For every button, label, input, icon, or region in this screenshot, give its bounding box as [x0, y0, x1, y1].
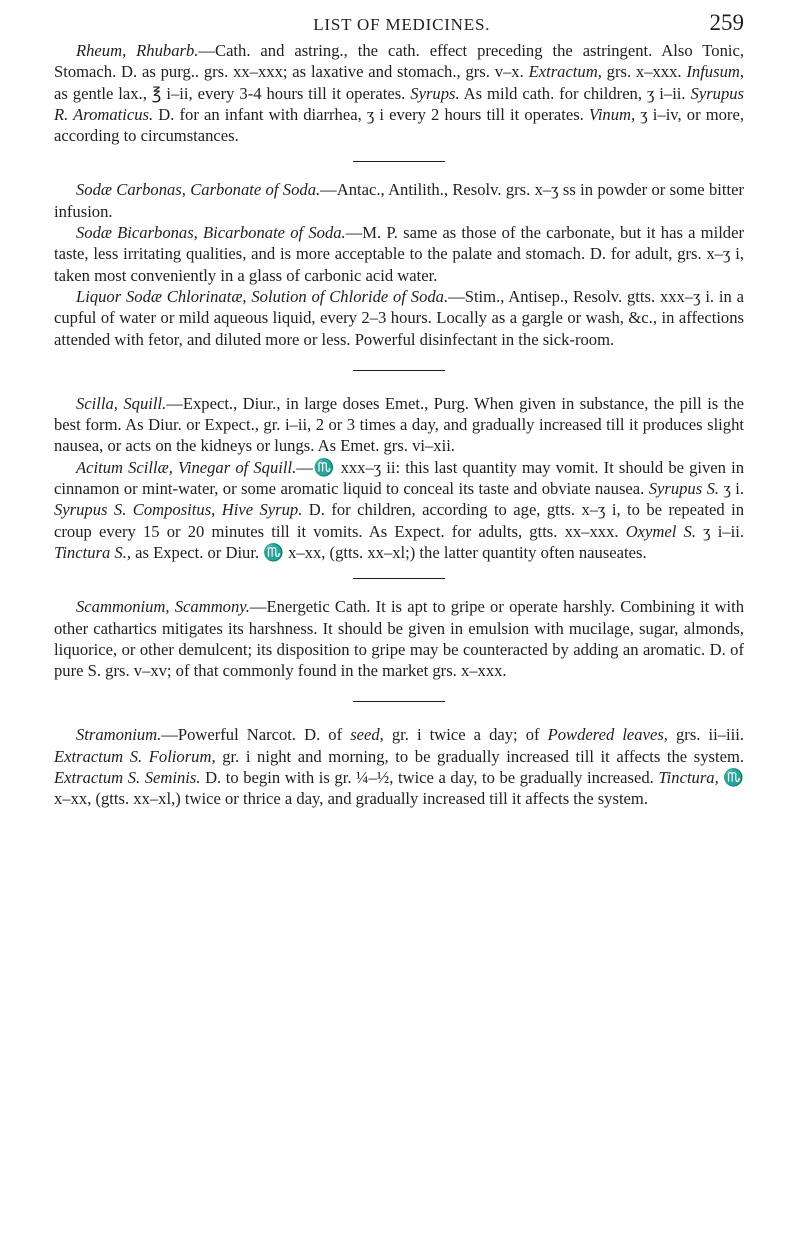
entry-paragraph: [54, 222, 744, 286]
body-text: gr. i twice a day; of: [383, 725, 548, 745]
entry-paragraph: [54, 724, 744, 809]
body-text: As mild cath. for children, ʒ i–ii.: [459, 83, 691, 103]
italic-term: Extractum S. Seminis.: [54, 768, 201, 788]
body-text: —♏ xxx–ʒ ii: this last quantity may vomit. It should be given in cinnamon or mint-water, or some aromatic liquid to conceal its taste and obviate nausea.: [54, 457, 745, 499]
entry-paragraph: [54, 179, 744, 222]
body-text: —M. P. same as those of the carbonate, but it has a milder taste, less irritating qualities, and is more acceptable to the palate and stomach. D. for adult, grs. x–ʒ i, taken most conveniently in a glass of carbonic acid water.: [54, 223, 745, 285]
entry-paragraph: [54, 393, 744, 457]
italic-term: Infusum,: [686, 62, 744, 82]
section-divider: [353, 370, 445, 371]
body-text: D. for an infant with diarrhea, ʒ i every 2 hours till it operates.: [153, 104, 589, 124]
body-text: grs. x–xxx.: [601, 62, 687, 82]
body-text: grs. ii–iii.: [667, 725, 744, 745]
body-text: —Powerful Narcot. D. of: [161, 725, 351, 745]
italic-term: Liquor Sodæ Chlorinatæ, Solution of Chloride of Soda.: [76, 286, 449, 306]
italic-term: Vinum,: [588, 104, 636, 124]
body-text: —Expect., Diur., in large doses Emet., Purg. When given in substance, the pill is the best form. As Diur. or Expect., gr. i–ii, 2 or 3 times a day, and gradually increased till it produces slight nausea, or acts on the kidneys or lungs. As Emet. grs. vi–xii.: [54, 393, 744, 456]
body-text: —Energetic Cath. It is apt to gripe or operate harshly. Combining it with other cathartics mitigates its harshness. It should be given in emulsion with mucilage, sugar, almonds, liquorice, or other demulcent; its disposition to gripe may be counteracted by adding an aromatic. D. of pure S. grs. v–xv; of that commonly found in the market grs. x–xxx.: [54, 597, 744, 681]
body-text: as Expect. or Diur. ♏ x–xx, (gtts. xx–xl;) the latter quantity often nauseates.: [131, 542, 647, 562]
body-text: gr. i night and morning, to be gradually increased till it affects the system.: [215, 746, 744, 766]
italic-term: Scammonium, Scammony.: [76, 597, 250, 617]
italic-term: Scilla, Squill.: [76, 393, 167, 413]
section-divider: [353, 578, 445, 579]
section-divider: [353, 701, 445, 702]
italic-term: Rheum, Rhubarb.: [76, 41, 199, 60]
entry-paragraph: [54, 40, 744, 146]
running-head: [54, 10, 744, 40]
italic-term: Acitum Scillæ, Vinegar of Squill.: [76, 457, 297, 477]
italic-term: Syrups.: [410, 83, 460, 103]
italic-term: Sodæ Carbonas, Carbonate of Soda.: [76, 180, 321, 200]
entry-paragraph: [54, 596, 744, 681]
entry-soda: [54, 179, 744, 349]
body-text: ʒ i–ii.: [695, 521, 744, 541]
body-text: —Cath. and astring., the cath. effect preceding the astringent. Also Tonic, Stomach. D. as purg.. grs. xx–xxx; as laxative and stomach., grs. v–x.: [54, 41, 744, 82]
italic-term: Extractum S. Foliorum,: [54, 746, 216, 766]
page-number: 259: [709, 10, 744, 35]
entry-scilla: [54, 393, 744, 563]
italic-term: Sodæ Bicarbonas, Bicarbonate of Soda.: [76, 223, 346, 243]
italic-term: Tinctura,: [658, 768, 719, 788]
body-text: —Stim., Antisep., Resolv. gtts. xxx–ʒ i. in a cupful of water or mild aqueous liquid, every 2–3 hours. Locally as a gargle or wash, &c., in affections attended with fetor, and diluted more or less. Powerful disinfectant in the sick-room.: [54, 286, 744, 349]
italic-term: Extractum,: [528, 62, 602, 82]
italic-term: Syrupus S.: [648, 479, 720, 499]
body-text: D. to begin with is gr. ¼–½, twice a day, to be gradually increased.: [200, 768, 659, 788]
body-text: ʒ i.: [719, 479, 744, 499]
italic-term: Syrupus R. Aromaticus.: [54, 83, 744, 124]
body-text: ʒ i–iv, or more, according to circumstances.: [54, 104, 744, 146]
italic-term: Oxymel S.: [625, 521, 696, 541]
entry-paragraph: [54, 457, 744, 563]
section-divider: [353, 161, 445, 162]
entry-paragraph: [54, 286, 744, 350]
italic-term: Tinctura S.,: [54, 542, 131, 562]
body-text: as gentle lax., ℥ i–ii, every 3-4 hours till it operates.: [54, 83, 411, 103]
italic-term: Syrupus S. Compositus, Hive Syrup.: [54, 500, 303, 520]
body-text: ♏ x–xx, (gtts. xx–xl,) twice or thrice a day, and gradually increased till it affects the system.: [54, 768, 745, 809]
entry-rheum: [54, 40, 744, 146]
italic-term: Stramonium.: [76, 725, 162, 745]
body-text: D. for children, according to age, gtts. x–ʒ i, to be repeated in croup every 15 or 20 minutes till it vomits. As Expect. for adults, gtts. xx–xxx.: [54, 500, 744, 541]
body-text: —Antac., Antilith., Resolv. grs. x–ʒ ss in powder or some bitter infusion.: [54, 180, 744, 221]
entry-scammonium: [54, 596, 744, 681]
entry-stramonium: [54, 724, 744, 809]
italic-term: Powdered leaves,: [547, 725, 668, 745]
running-title: LIST OF MEDICINES.: [313, 15, 491, 34]
italic-term: seed,: [350, 725, 384, 745]
